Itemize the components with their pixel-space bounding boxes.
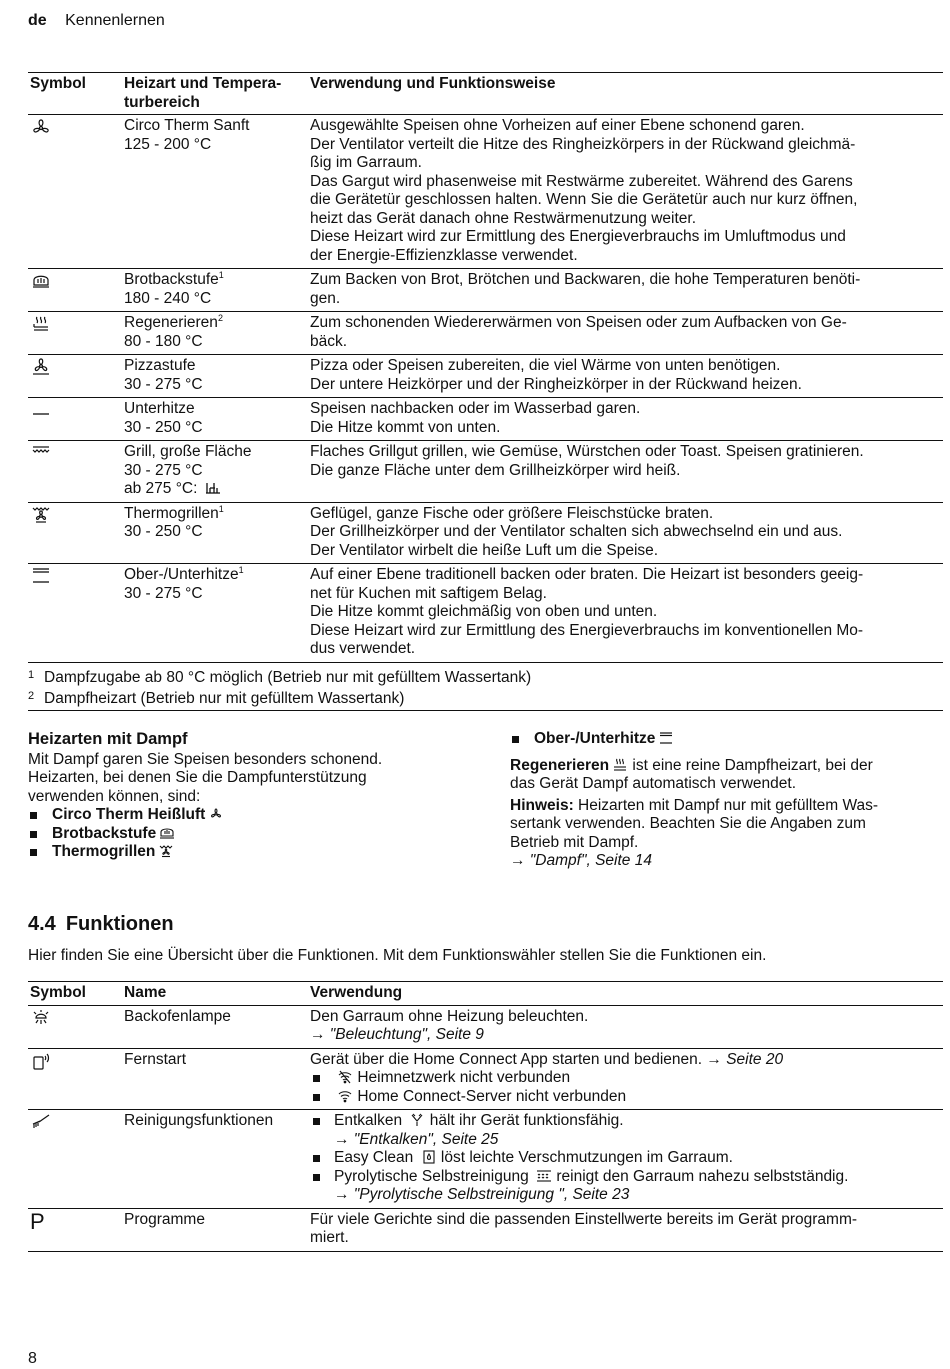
circo-therm-sanft-icon <box>30 117 52 137</box>
table-row: Circo Therm Sanft 125 - 200 °C Ausgewählte Speisen ohne Vorheizen auf einer Ebene schonend garen. Der Ventilator verteilt die Hitze des Ringheizkörpers in der Rückwand gleichmä- ßig im Garraum. Das Gargut wird phasenweise mit Restwärme zubereitet. Während des Garens die Gerätetür geschlossen halten. Wenn Sie die Gerätetür auch nur kurz öffnen, heizt das Gerät danach ohne Restwärmenutzung weiter. Diese Heizart wird zur Ermittlung des Energieverbrauchs im Umluftmodus und der Energie-Effizienzklasse verwendet. <box>28 115 943 269</box>
steam-modes-list-cont <box>510 730 940 749</box>
circo-therm-icon <box>208 807 224 821</box>
pizza-setting-icon <box>30 357 52 377</box>
list-item: Thermogrillen <box>28 843 468 862</box>
functions-table <box>28 981 943 1252</box>
easy-clean-icon <box>421 1150 437 1164</box>
table-header-row <box>28 982 943 1006</box>
pyrolysis-icon <box>536 1169 552 1183</box>
steam-link[interactable]: → "Dampf", Seite 14 <box>510 852 652 869</box>
table-row: Fernstart Gerät über die Home Connect App starten und bedienen. → Seite 20 Heimnetzwerk nicht verbunden Home Connect-Server nicht verbunden <box>28 1048 943 1110</box>
header-symbol: Symbol <box>30 75 86 92</box>
table-row: Ober-/Unterhitze$^1$ 30 - 275 °C Auf einer Ebene traditionell backen oder braten. Die Heizart ist besonders geeig- net für Kuchen mit saftigem Belag. Die Hitze kommt gleichmäßig von oben und unten. Diese Heizart wird zur Ermittlung des Energieverbrauchs im konventionellen Mo- dus verwendet. <box>28 564 943 663</box>
header-symbol: Symbol <box>30 984 86 1001</box>
table-row: Regenerieren$^2$ 80 - 180 °C Zum schonenden Wiedererwärmen von Speisen oder zum Aufbacken von Ge- bäck. <box>28 312 943 355</box>
steam-modes-list <box>28 806 468 862</box>
bread-baking-icon <box>159 826 175 840</box>
heating-types-table <box>28 72 943 663</box>
list-item: Ober-/Unterhitze <box>510 730 940 749</box>
programs-icon: P <box>30 1208 45 1234</box>
page-number: 8 <box>28 1350 37 1367</box>
lamp-link[interactable]: → "Beleuchtung", Seite 9 <box>310 1026 484 1043</box>
table-row: Grill, große Fläche 30 - 275 °C ab 275 °C: Flaches Grillgut grillen, wie Gemüse, Würstchen oder Toast. Speisen gratinieren. Die ganze Fläche unter dem Grillheizkörper wird heiß. <box>28 441 943 503</box>
footnote: 1 Dampfzugabe ab 80 °C möglich (Betrieb nur mit gefülltem Wassertank) <box>28 669 532 686</box>
table-row: P Programme Für viele Gerichte sind die passenden Einstellwerte bereits im Gerät programm- miert. <box>28 1208 943 1251</box>
oven-lamp-icon <box>30 1008 52 1028</box>
regenerate-note: Regenerieren ist eine reine Dampfheizart, bei der das Gerät Dampf automatisch verwendet. <box>510 756 873 792</box>
descale-icon <box>409 1113 425 1127</box>
table-header-row <box>28 73 943 115</box>
steam-heading: Heizarten mit Dampf <box>28 730 188 748</box>
header-name: Name <box>124 984 167 1001</box>
footnote: 2 Dampfheizart (Betrieb nur mit gefülltem Wassertank) <box>28 690 405 707</box>
cleaning-functions-icon <box>30 1112 52 1132</box>
list-item: Home Connect-Server nicht verbunden <box>310 1088 941 1107</box>
descale-link[interactable]: → "Entkalken", Seite 25 <box>334 1130 499 1148</box>
list-item: Easy Clean löst leichte Verschmutzungen im Garraum. <box>310 1149 941 1168</box>
table-row: Brotbackstufe$^1$ 180 - 240 °C Zum Backen von Brot, Brötchen und Backwaren, die hohe Temperaturen benöti- gen. <box>28 269 943 312</box>
steam-section-left <box>28 730 468 862</box>
pyrolysis-link[interactable]: → "Pyrolytische Selbstreinigung ", Seite 23 <box>334 1186 630 1203</box>
table-row: Backofenlampe Den Garraum ohne Heizung beleuchten. → "Beleuchtung", Seite 9 <box>28 1005 943 1048</box>
list-item: Entkalken hält ihr Gerät funktionsfähig. → "Entkalken", Seite 25 <box>310 1112 941 1149</box>
steam-section-right <box>510 730 940 871</box>
full-grill-icon <box>30 443 52 463</box>
thermo-grill-icon <box>158 844 174 858</box>
steam-hint: Hinweis: Heizarten mit Dampf nur mit gefülltem Was- sertank verwenden. Beachten Sie die Angaben zum Betrieb mit Dampf. → "Dampf", Seite 14 <box>510 797 940 871</box>
steam-intro: Mit Dampf garen Sie Speisen besonders schonend. Heizarten, bei denen Sie die Dampfunterstützung verwenden können, sind: <box>28 750 383 805</box>
top-bottom-heat-icon <box>30 566 52 586</box>
list-item: Brotbackstufe <box>28 825 468 844</box>
header-heat-type: Heizart und Tempera- turbereich <box>124 75 282 111</box>
section-title: Kennenlernen <box>65 12 165 29</box>
table-row: Unterhitze 30 - 250 °C Speisen nachbacken oder im Wasserbad garen. Die Hitze kommt von unten. <box>28 398 943 441</box>
list-item: Pyrolytische Selbstreinigung reinigt den Garraum nahezu selbstständig. → "Pyrolytische Selbstreinigung ", Seite 23 <box>310 1168 941 1205</box>
table-row: Reinigungsfunktionen Entkalken hält ihr Gerät funktionsfähig. → "Entkalken", Seite 25 Easy Clean löst leichte Verschmutzungen im Garraum. Pyrolytische Selbstreinigung reinigt den Garraum nahezu selbstständig. → "Pyrolytische Selbstreinigung ", Seite 23 <box>28 1110 943 1209</box>
remote-start-icon <box>30 1051 52 1071</box>
header-usage: Verwendung <box>310 984 403 1001</box>
header-usage: Verwendung und Funktionsweise <box>310 75 556 92</box>
list-item: Circo Therm Heißluft <box>28 806 468 825</box>
regenerate-icon <box>30 314 52 334</box>
functions-heading: 4.4 Funktionen <box>28 913 174 935</box>
wifi-off-icon <box>337 1070 353 1084</box>
remote-start-link[interactable]: → Seite 20 <box>706 1050 784 1068</box>
bottom-heat-icon <box>30 400 52 420</box>
regenerate-icon <box>612 758 628 772</box>
language-code: de <box>28 12 47 29</box>
thermo-grill-icon <box>30 505 52 525</box>
list-item: Heimnetzwerk nicht verbunden <box>310 1069 941 1088</box>
table-row: Pizzastufe 30 - 275 °C Pizza oder Speisen zubereiten, die viel Wärme von unten benötigen. Der untere Heizkörper und der Ringheizkörper in der Rückwand heizen. <box>28 355 943 398</box>
functions-intro: Hier finden Sie eine Übersicht über die Funktionen. Mit dem Funktionswähler stellen Sie die Funktionen ein. <box>28 947 767 964</box>
bread-baking-icon <box>30 271 52 291</box>
page-header <box>28 12 165 31</box>
max-grill-icon <box>205 481 221 495</box>
wifi-server-icon <box>337 1089 353 1103</box>
table-row: Thermogrillen$^1$ 30 - 250 °C Geflügel, ganze Fische oder größere Fleischstücke braten. Der Grillheizkörper und der Ventilator schalten sich abwechselnd ein und aus. Der Ventilator wirbelt die heiße Luft um die Speise. <box>28 502 943 564</box>
table-footnotes <box>28 666 943 711</box>
top-bottom-heat-icon <box>658 731 674 745</box>
